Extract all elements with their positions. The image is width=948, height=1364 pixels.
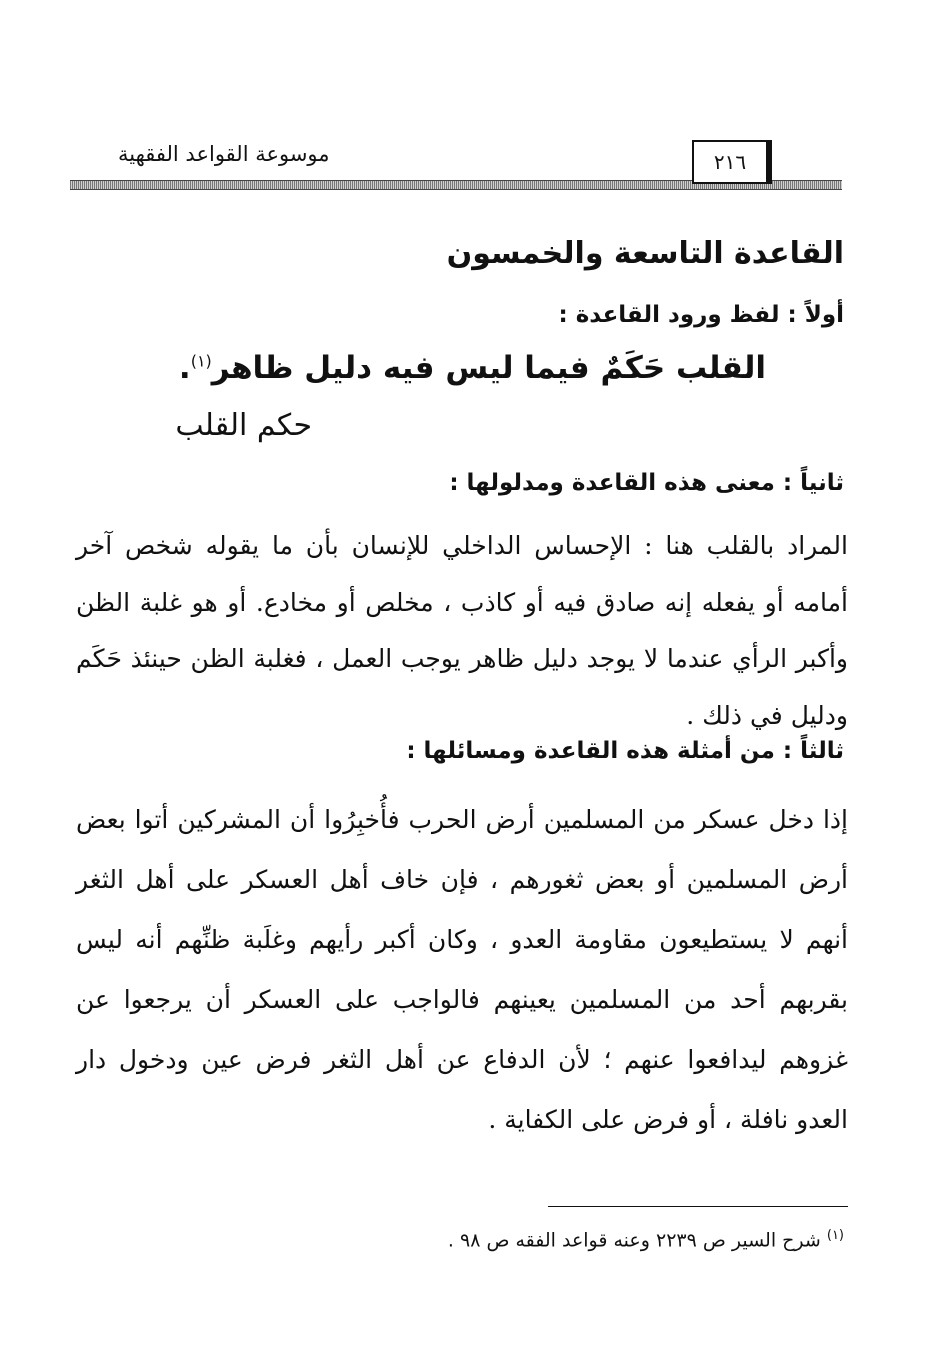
rule-heading: القاعدة التاسعة والخمسون	[446, 236, 844, 271]
page-header	[70, 140, 842, 192]
footnote-reference: (١)	[190, 351, 212, 371]
section3-heading: ثالثاً : من أمثلة هذه القاعدة ومسائلها :	[406, 738, 844, 764]
rule-text	[179, 350, 766, 386]
section3-paragraph: إذا دخل عسكر من المسلمين أرض الحرب فأُخبِرُوا أن المشركين أتوا بعض أرض المسلمين أو بعض ثغورهم ، فإن خاف أهل العسكر على أهل الثغر أنهم لا يستطيعون مقاومة العدو ، وكان أكبر رأيهم وغلَبة ظنِّهم أنه ليس بقربهم أحد من المسلمين يعينهم فالواجب على العسكر أن يرجعوا عن غزوهم ليدافعوا عنهم ؛ لأن الدفاع عن أهل الثغر فرض عين ودخول دار العدو نافلة ، أو فرض على الكفاية .	[76, 805, 848, 1134]
section2-paragraph: المراد بالقلب هنا : الإحساس الداخلي للإنسان بأن ما يقوله شخص آخر أمامه أو يفعله إنه صادق فيه أو كاذب ، مخلص أو مخادع. أو هو غلبة الظن وأكبر الرأي عندما لا يوجد دليل ظاهر يوجب العمل ، فغلبة الظن حينئذ حَكَم ودليل في ذلك .	[76, 531, 848, 730]
rule-text-body: القلب حَكَمٌ فيما ليس فيه دليل ظاهر	[211, 350, 766, 386]
section1-heading: أولاً : لفظ ورود القاعدة :	[558, 302, 844, 328]
rule-alt-form: حكم القلب	[175, 408, 312, 443]
footnote	[448, 1228, 844, 1251]
footnote-divider	[548, 1206, 848, 1207]
footnote-text: شرح السير ص ٢٢٣٩ وعنه قواعد الفقه ص ٩٨ .	[447, 1229, 821, 1252]
page-number: ٢١٦	[692, 140, 772, 184]
section2-heading: ثانياً : معنى هذه القاعدة ومدلولها :	[449, 470, 844, 496]
rule-text-end: .	[178, 350, 191, 386]
footnote-marker: (١)	[826, 1228, 844, 1243]
book-title: موسوعة القواعد الفقهية	[118, 142, 330, 166]
